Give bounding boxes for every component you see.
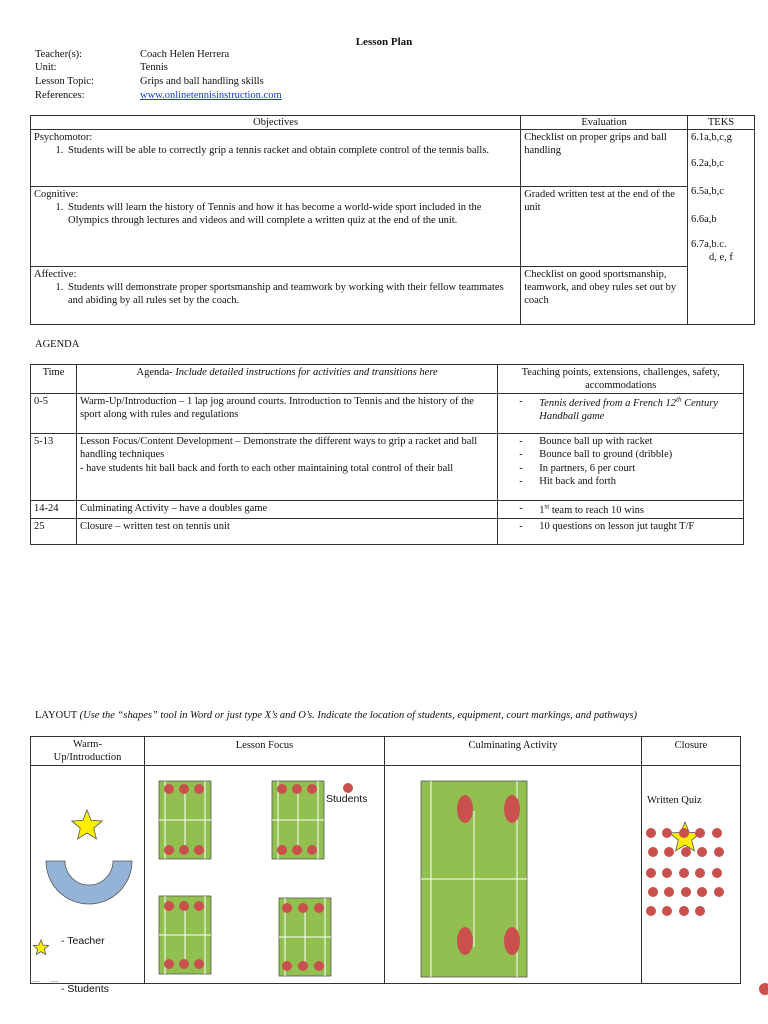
- teks-item: d, e, f: [709, 251, 733, 263]
- students-arc-icon: [46, 861, 132, 904]
- player-dot-icon: [679, 828, 689, 838]
- layout-table: [30, 736, 741, 996]
- agenda-header: [76, 365, 497, 394]
- objective-cell: [31, 130, 521, 187]
- students-legend-label: - Students: [61, 983, 109, 996]
- agenda-text-extra: - have students hit ball back and forth to each other maintaining total control of their ball: [79, 462, 454, 474]
- player-dot-icon: [179, 901, 189, 911]
- player-dot-icon: [646, 828, 656, 838]
- player-dot-icon: [697, 847, 707, 857]
- agenda-table: [30, 364, 744, 545]
- evaluation-cell: Graded written test at the end of the unit: [521, 187, 688, 267]
- teaching-point: - 10 questions on lesson jut taught T/F: [515, 520, 740, 533]
- teacher-legend-label: - Teacher: [61, 935, 105, 948]
- teachers-label: Teacher(s):: [35, 49, 83, 60]
- time-cell: 5-13: [31, 434, 77, 501]
- player-dot-icon: [164, 845, 174, 855]
- player-dot-icon: [164, 901, 174, 911]
- player-dot-icon: [277, 845, 287, 855]
- player-dot-icon: [282, 961, 292, 971]
- teks-item: 6.2a,b,c: [691, 158, 724, 170]
- teaching-point: - Hit back and forth: [515, 475, 740, 488]
- player-dot-icon: [662, 828, 672, 838]
- evaluation-cell: Checklist on good sportsmanship, teamwork, and obey rules set out by coach: [521, 267, 688, 325]
- player-dot-icon: [714, 847, 724, 857]
- points-cell: [498, 519, 744, 545]
- closure-header: Closure: [642, 737, 741, 766]
- player-dot-icon: [504, 795, 520, 823]
- agenda-cell: [76, 434, 497, 501]
- teaching-point: - Bounce ball to ground (dribble): [515, 448, 740, 461]
- warmup-cell: [31, 766, 145, 996]
- focus-header: Lesson Focus: [145, 737, 385, 766]
- player-dot-icon: [679, 868, 689, 878]
- objectives-header: Objectives: [31, 116, 521, 130]
- player-dot-icon: [277, 784, 287, 794]
- player-dot-icon: [681, 847, 691, 857]
- player-dot-icon: [164, 959, 174, 969]
- player-dot-icon: [292, 784, 302, 794]
- objective-domain: Psychomotor:: [34, 132, 93, 144]
- player-dot-icon: [194, 845, 204, 855]
- player-dot-icon: [664, 847, 674, 857]
- player-dot-icon: [714, 887, 724, 897]
- player-dot-icon: [179, 784, 189, 794]
- warmup-header: Warm-Up/Introduction: [31, 737, 145, 766]
- legend-star-icon: [33, 940, 48, 955]
- references-label: References:: [35, 90, 85, 101]
- agenda-heading: AGENDA: [35, 339, 80, 350]
- teachers-value: Coach Helen Herrera: [140, 49, 230, 60]
- player-dot-icon: [662, 868, 672, 878]
- unit-value: Tennis: [140, 62, 168, 73]
- player-dot-icon: [179, 959, 189, 969]
- player-dot-icon: [194, 959, 204, 969]
- objectives-table: [30, 115, 755, 325]
- focus-students-label: Students: [326, 793, 368, 806]
- references-link[interactable]: www.onlinetennisinstruction.com: [140, 90, 282, 101]
- objective-item: 1. Students will learn the history of Tennis and how it has become a world-wide sport included in the Olympics through lectures and videos and will complete a written quiz at the end of the unit.: [66, 201, 517, 227]
- points-cell: [498, 434, 744, 501]
- points-cell: [498, 501, 744, 519]
- player-dot-icon: [282, 903, 292, 913]
- culminating-header: Culminating Activity: [385, 737, 642, 766]
- agenda-text: Lesson Focus/Content Development – Demonstrate the different ways to grip a racket and ball handling techniques: [79, 436, 478, 461]
- teks-item: 6.1a,b,c,g: [691, 132, 732, 144]
- teks-item: 6.6a,b: [691, 213, 717, 225]
- player-dot-icon: [695, 906, 705, 916]
- player-dot-icon: [681, 887, 691, 897]
- unit-label: Unit:: [35, 62, 57, 73]
- player-dot-icon: [307, 784, 317, 794]
- time-cell: 25: [31, 519, 77, 545]
- teks-item: 6.7a,b.c.: [691, 238, 727, 250]
- agenda-cell: Culminating Activity – have a doubles game: [76, 501, 497, 519]
- player-dot-icon: [695, 828, 705, 838]
- player-dot-icon: [457, 927, 473, 955]
- star-teacher-icon: [72, 810, 102, 839]
- points-cell: [498, 394, 744, 434]
- player-dot-icon: [646, 868, 656, 878]
- player-dot-icon: [712, 828, 722, 838]
- agenda-cell: Closure – written test on tennis unit: [76, 519, 497, 545]
- player-dot-icon: [648, 847, 658, 857]
- agenda-header-note: Include detailed instructions for activities and transitions here: [175, 367, 438, 378]
- page-title: Lesson Plan: [355, 36, 413, 48]
- evaluation-header: Evaluation: [521, 116, 688, 130]
- player-dot-icon: [164, 784, 174, 794]
- layout-heading: [35, 709, 637, 722]
- player-dot-icon: [457, 795, 473, 823]
- objective-cell: [31, 267, 521, 325]
- player-dot-icon: [712, 868, 722, 878]
- layout-heading-note: (Use the “shapes” tool in Word or just type X’s and O’s. Indicate the location of students, equipment, court markings, and pathways): [79, 710, 637, 721]
- teks-item: 6.5a,b,c: [691, 186, 724, 198]
- written-quiz-label: Written Quiz: [647, 795, 702, 807]
- player-dot-icon: [664, 887, 674, 897]
- teks-header: TEKS: [688, 116, 755, 130]
- culminating-cell: [385, 766, 642, 984]
- closure-cell: [642, 766, 741, 984]
- player-dot-icon: [662, 906, 672, 916]
- player-dot-icon: [307, 845, 317, 855]
- teaching-point: - In partners, 6 per court: [515, 462, 740, 475]
- player-dot-icon: [292, 845, 302, 855]
- player-dot-icon: [298, 903, 308, 913]
- player-dot-icon: [697, 887, 707, 897]
- objective-domain: Affective:: [34, 269, 77, 281]
- player-dot-icon: [179, 845, 189, 855]
- focus-cell: [145, 766, 385, 984]
- evaluation-cell: Checklist on proper grips and ball handling: [521, 130, 688, 187]
- player-dot-icon: [314, 903, 324, 913]
- teks-cell: [688, 130, 755, 325]
- player-dot-icon: [504, 927, 520, 955]
- points-header: Teaching points, extensions, challenges, safety, accommodations: [498, 365, 744, 394]
- player-dot-icon: [695, 868, 705, 878]
- teaching-point: - Bounce ball up with racket: [515, 435, 740, 448]
- objective-item: 1. Students will be able to correctly grip a tennis racket and obtain complete control of the tennis balls.: [66, 144, 517, 157]
- player-dot-icon: [298, 961, 308, 971]
- layout-heading-lead: LAYOUT: [35, 710, 80, 721]
- topic-value: Grips and ball handling skills: [140, 76, 264, 87]
- player-dot-icon: [194, 784, 204, 794]
- time-header: Time: [31, 365, 77, 394]
- agenda-cell: Warm-Up/Introduction – 1 lap jog around courts. Introduction to Tennis and the history of the sport along with rules and regulations: [76, 394, 497, 434]
- player-dot-icon: [679, 906, 689, 916]
- player-dot-icon: [314, 961, 324, 971]
- objective-domain: Cognitive:: [34, 189, 79, 201]
- topic-label: Lesson Topic:: [35, 76, 94, 87]
- teaching-point: - 1st team to reach 10 wins: [515, 502, 740, 517]
- player-dot-icon: [648, 887, 658, 897]
- objective-item: 1. Students will demonstrate proper sportsmanship and teamwork by working with their fellow teammates and abiding by all rules set by the coach.: [66, 281, 517, 307]
- player-dot-icon: [756, 982, 768, 996]
- agenda-header-lead: Agenda-: [136, 367, 176, 378]
- player-dot-icon: [343, 783, 353, 793]
- player-dot-icon: [646, 906, 656, 916]
- teaching-point: - Tennis derived from a French 12th Century Handball game: [515, 395, 740, 423]
- time-cell: 0-5: [31, 394, 77, 434]
- objective-cell: [31, 187, 521, 267]
- time-cell: 14-24: [31, 501, 77, 519]
- player-dot-icon: [194, 901, 204, 911]
